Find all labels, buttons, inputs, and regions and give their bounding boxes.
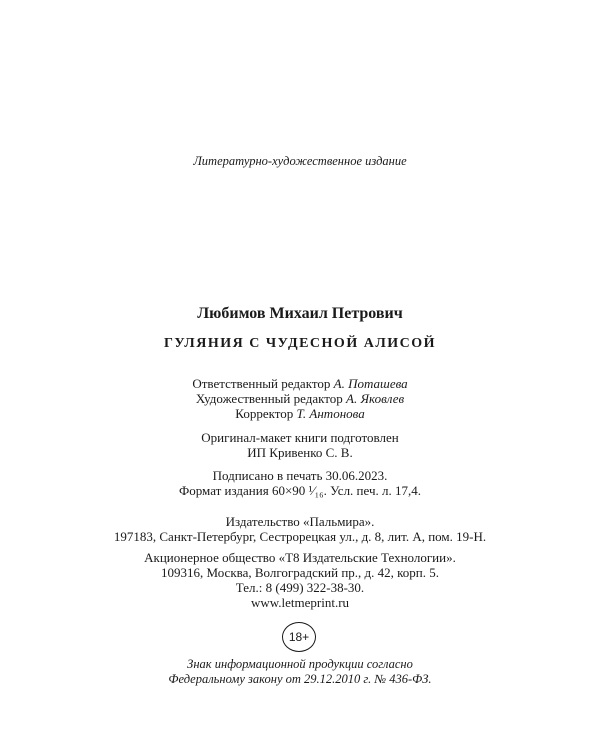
age-notice-line: Знак информационной продукции согласно (187, 657, 413, 671)
printer-block (0, 550, 600, 610)
age-notice-block (0, 657, 600, 687)
credit-line (0, 391, 600, 406)
edition-type: Литературно-художественное издание (193, 154, 407, 168)
book-title: ГУЛЯНИЯ С ЧУДЕСНОЙ АЛИСОЙ (163, 336, 437, 351)
print-info-line: Формат издания 60×90 ¹⁄₁₆. Усл. печ. л. 17,4. (178, 483, 421, 498)
credit-name: А. Яковлев (346, 391, 405, 406)
credit-line (0, 406, 600, 421)
credit-role: Ответственный редактор (192, 376, 331, 391)
print-info-block (0, 468, 600, 498)
printer-line: Акционерное общество «Т8 Издательские Технологии». (144, 550, 456, 565)
printer-line: Тел.: 8 (499) 322-38-30. (235, 580, 365, 595)
age-rating-badge: 18+ (282, 622, 316, 652)
layout-prep-block (0, 430, 600, 460)
credits-block (0, 376, 600, 421)
printer-website: www.letmeprint.ru (250, 595, 350, 610)
author-name: Любимов Михаил Петрович (197, 305, 403, 322)
publisher-line: 197183, Санкт-Петербург, Сестрорецкая ул., д. 8, лит. А, пом. 19-Н. (113, 529, 487, 544)
printer-line: 109316, Москва, Волгоградский пр., д. 42, корп. 5. (160, 565, 440, 580)
credit-name: Т. Антонова (296, 406, 365, 421)
publisher-block (0, 514, 600, 544)
credit-role: Художественный редактор (195, 391, 343, 406)
credit-line (0, 376, 600, 391)
layout-prep-line: Оригинал-макет книги подготовлен (201, 430, 399, 445)
age-notice-line: Федеральному закону от 29.12.2010 г. № 436-ФЗ. (168, 672, 432, 686)
publisher-line: Издательство «Пальмира». (225, 514, 375, 529)
credit-name: А. Поташева (333, 376, 408, 391)
layout-prep-line: ИП Кривенко С. В. (247, 445, 353, 460)
print-info-line: Подписано в печать 30.06.2023. (212, 468, 388, 483)
credit-role: Корректор (235, 406, 294, 421)
